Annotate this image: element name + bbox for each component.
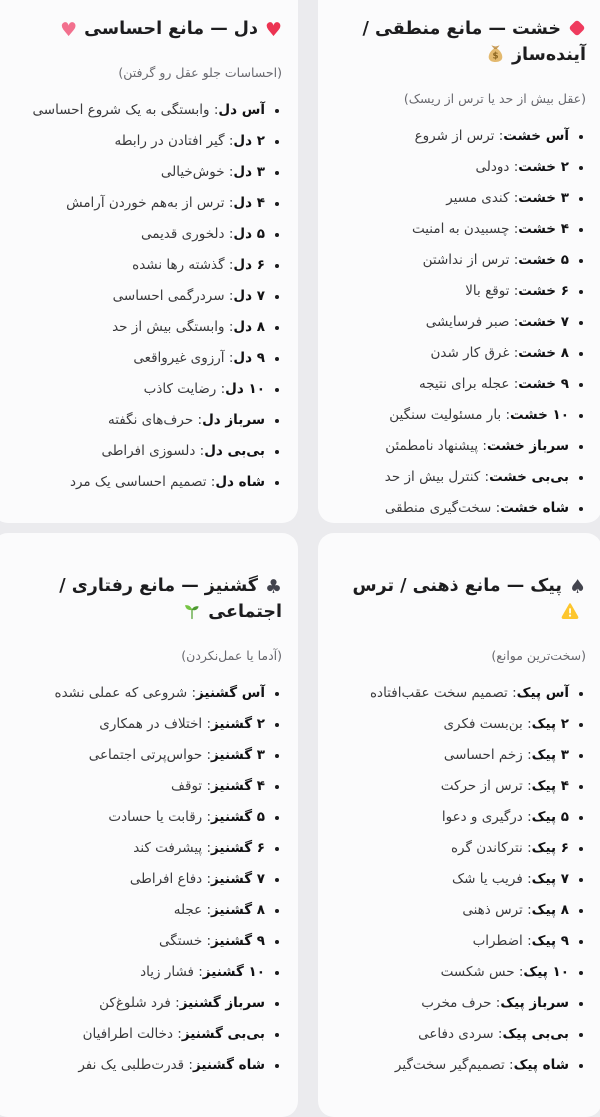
- list-item: [336, 313, 586, 332]
- item-text: توقف: [171, 778, 203, 794]
- item-separator: :: [509, 252, 519, 268]
- item-label: آس پیک: [516, 685, 569, 701]
- items-list: [10, 101, 282, 492]
- bullet-icon: [579, 197, 583, 201]
- item-separator: :: [522, 716, 532, 732]
- item-separator: :: [522, 840, 532, 856]
- list-item: [336, 746, 586, 765]
- item-separator: :: [224, 133, 234, 149]
- item-label: ۶ دل: [233, 257, 265, 273]
- list-item: [336, 375, 586, 394]
- list-item: [336, 344, 586, 363]
- item-label: ۲ دل: [233, 133, 265, 149]
- item-label: ۸ خشت: [518, 345, 569, 361]
- bullet-icon: [579, 878, 583, 882]
- bullet-icon: [275, 723, 279, 727]
- bullet-icon: [275, 909, 279, 913]
- bullet-icon: [275, 450, 279, 454]
- item-separator: :: [172, 1026, 182, 1042]
- section-title-text: خشت — مانع منطقی / آینده‌ساز: [362, 19, 586, 65]
- section-title-text: گشنیز — مانع رفتاری / اجتماعی: [59, 576, 282, 622]
- items-list: [10, 684, 282, 1075]
- bullet-icon: [275, 233, 279, 237]
- list-item: [10, 473, 282, 492]
- item-label: شاه پیک: [513, 1057, 569, 1073]
- item-text: آرزوی غیرواقعی: [133, 350, 225, 366]
- item-separator: :: [224, 257, 234, 273]
- item-separator: :: [195, 443, 205, 459]
- item-label: ۹ خشت: [518, 376, 569, 392]
- item-text: فرد شلوغ‌کن: [99, 995, 171, 1011]
- item-text: سخت‌گیری منطقی: [384, 500, 492, 516]
- item-separator: :: [206, 474, 216, 490]
- bullet-icon: [579, 754, 583, 758]
- item-label: ۲ گشنیز: [211, 716, 265, 732]
- bullet-icon: [579, 352, 583, 356]
- list-item: [10, 901, 282, 920]
- bullet-icon: [579, 785, 583, 789]
- list-item: [10, 132, 282, 151]
- item-text: تصمیم‌گیر سخت‌گیر: [394, 1057, 505, 1073]
- bullet-icon: [275, 847, 279, 851]
- item-text: درگیری و دعوا: [441, 809, 523, 825]
- section-subtitle: (عقل بیش از حد یا ترس از ریسک): [403, 91, 586, 106]
- section-subtitle: (احساسات جلو عقل رو گرفتن): [118, 65, 282, 80]
- item-separator: :: [494, 128, 504, 144]
- list-item: [10, 808, 282, 827]
- item-text: دفاع افراطی: [129, 871, 203, 887]
- list-item: [10, 349, 282, 368]
- item-separator: :: [224, 319, 234, 335]
- section-title-text: پیک — مانع ذهنی / ترس: [352, 576, 562, 596]
- list-item: [10, 777, 282, 796]
- bullet-icon: [275, 357, 279, 361]
- item-text: قدرت‌طلبی یک نفر: [78, 1057, 185, 1073]
- item-label: ۴ گشنیز: [211, 778, 265, 794]
- item-label: ۸ گشنیز: [211, 902, 265, 918]
- list-item: [10, 163, 282, 182]
- list-item: [336, 406, 586, 425]
- item-label: ۵ خشت: [518, 252, 569, 268]
- bullet-icon: [275, 109, 279, 113]
- item-label: ۹ دل: [233, 350, 265, 366]
- item-text: صبر فرسایشی: [425, 314, 510, 330]
- item-separator: :: [202, 716, 212, 732]
- list-item: [10, 101, 282, 120]
- item-separator: :: [224, 350, 234, 366]
- bullet-icon: [579, 259, 583, 263]
- item-separator: :: [193, 964, 203, 980]
- item-label: ۱۰ خشت: [510, 407, 569, 423]
- section-hearts-title: [10, 16, 282, 42]
- item-text: تصمیم سخت عقب‌افتاده: [369, 685, 508, 701]
- item-text: تصمیم احساسی یک مرد: [69, 474, 207, 490]
- item-label: ۸ دل: [233, 319, 265, 335]
- item-text: کنترل بیش از حد: [384, 469, 481, 485]
- item-text: زخم احساسی: [443, 747, 523, 763]
- bullet-icon: [275, 816, 279, 820]
- bullet-icon: [579, 940, 583, 944]
- item-text: عجله برای نتیجه: [418, 376, 510, 392]
- bullet-icon: [275, 878, 279, 882]
- item-separator: :: [522, 809, 532, 825]
- item-text: دخالت اطرافیان: [82, 1026, 173, 1042]
- item-label: ۹ گشنیز: [211, 933, 265, 949]
- bullet-icon: [579, 1033, 583, 1037]
- item-separator: :: [509, 283, 519, 299]
- item-label: ۷ خشت: [518, 314, 569, 330]
- bullet-icon: [579, 723, 583, 727]
- list-item: [10, 1056, 282, 1075]
- list-item: [336, 684, 586, 703]
- list-item: [10, 932, 282, 951]
- item-text: دلسوزی افراطی: [101, 443, 196, 459]
- bullet-icon: [275, 388, 279, 392]
- club-suit-icon: ♣: [264, 576, 282, 598]
- bullet-icon: [275, 295, 279, 299]
- item-separator: :: [216, 381, 226, 397]
- item-separator: :: [509, 314, 519, 330]
- item-label: شاه گشنیز: [192, 1057, 265, 1073]
- item-label: ۱۰ گشنیز: [202, 964, 265, 980]
- item-label: ۱۰ پیک: [523, 964, 569, 980]
- item-label: ۱۰ دل: [225, 381, 265, 397]
- warning-icon: [561, 602, 579, 622]
- item-text: توقع بالا: [465, 283, 510, 299]
- item-text: اضطراب: [472, 933, 523, 949]
- list-item: [10, 715, 282, 734]
- section-diamonds-title: [336, 16, 586, 68]
- item-text: دودلی: [475, 159, 510, 175]
- money-bag-icon: [486, 45, 505, 65]
- items-list: [336, 684, 586, 1075]
- item-label: ۷ پیک: [531, 871, 569, 887]
- list-item: [336, 282, 586, 301]
- item-separator: :: [480, 469, 490, 485]
- item-separator: :: [491, 500, 501, 516]
- bullet-icon: [579, 166, 583, 170]
- list-item: [336, 158, 586, 177]
- bullet-icon: [275, 1033, 279, 1037]
- item-separator: :: [187, 685, 197, 701]
- item-separator: :: [522, 747, 532, 763]
- items-list: [336, 127, 586, 518]
- item-text: پیشنهاد نامطمئن: [385, 438, 479, 454]
- item-text: ترس از به‌هم خوردن آرامش: [66, 195, 225, 211]
- bullet-icon: [579, 971, 583, 975]
- item-text: ترس ذهنی: [462, 902, 523, 918]
- list-item: [336, 1056, 586, 1075]
- bullet-icon: [579, 135, 583, 139]
- item-text: حرف‌های نگفته: [107, 412, 194, 428]
- list-item: [336, 251, 586, 270]
- item-separator: :: [522, 778, 532, 794]
- bullet-icon: [579, 383, 583, 387]
- item-text: چسبیدن به امنیت: [411, 221, 510, 237]
- bullet-icon: [579, 321, 583, 325]
- item-text: حواس‌پرتی اجتماعی: [88, 747, 203, 763]
- list-item: [336, 189, 586, 208]
- pink-heart-icon: ♥: [60, 19, 78, 41]
- item-separator: :: [184, 1057, 193, 1073]
- bullet-icon: [579, 228, 583, 232]
- list-item: [336, 870, 586, 889]
- item-separator: :: [209, 102, 219, 118]
- item-text: فشار زیاد: [140, 964, 194, 980]
- item-text: حرف مخرب: [421, 995, 492, 1011]
- list-item: [336, 994, 586, 1013]
- bullet-icon: [275, 785, 279, 789]
- list-item: [336, 499, 586, 518]
- item-text: بن‌بست فکری: [443, 716, 523, 732]
- item-text: دلخوری قدیمی: [141, 226, 225, 242]
- section-title-text: دل — مانع احساسی: [84, 19, 258, 39]
- item-separator: :: [501, 407, 511, 423]
- section-hearts: [0, 0, 298, 523]
- list-item: [10, 839, 282, 858]
- item-label: ۵ دل: [233, 226, 265, 242]
- item-separator: :: [202, 747, 212, 763]
- item-text: بار مسئولیت سنگین: [389, 407, 502, 423]
- item-label: آس خشت: [503, 128, 569, 144]
- diamond-suit-icon: [569, 20, 586, 37]
- item-separator: :: [509, 345, 519, 361]
- item-label: ۵ پیک: [531, 809, 569, 825]
- bullet-icon: [275, 1064, 279, 1068]
- item-text: رضایت کاذب: [143, 381, 217, 397]
- item-label: ۶ پیک: [531, 840, 569, 856]
- list-item: [336, 839, 586, 858]
- bullet-icon: [275, 171, 279, 175]
- item-text: رقابت یا حسادت: [108, 809, 203, 825]
- item-separator: :: [202, 809, 212, 825]
- list-item: [10, 963, 282, 982]
- item-label: ۳ گشنیز: [211, 747, 265, 763]
- item-label: شاه دل: [215, 474, 265, 490]
- list-item: [10, 194, 282, 213]
- bullet-icon: [579, 692, 583, 696]
- item-text: پیشرفت کند: [133, 840, 203, 856]
- list-item: [10, 684, 282, 703]
- bullet-icon: [579, 414, 583, 418]
- item-label: سرباز گشنیز: [179, 995, 265, 1011]
- item-text: وابستگی بیش از حد: [112, 319, 225, 335]
- bullet-icon: [579, 445, 583, 449]
- bullet-icon: [579, 909, 583, 913]
- item-label: آس گشنیز: [196, 685, 265, 701]
- list-item: [336, 220, 586, 239]
- list-item: [336, 437, 586, 456]
- item-label: ۴ پیک: [531, 778, 569, 794]
- item-text: خستگی: [159, 933, 203, 949]
- item-text: ترس از حرکت: [440, 778, 523, 794]
- item-text: ترس از نداشتن: [422, 252, 510, 268]
- item-label: ۳ دل: [233, 164, 265, 180]
- item-separator: :: [170, 995, 180, 1011]
- item-text: گذشته رها نشده: [132, 257, 225, 273]
- item-text: غرق کار شدن: [430, 345, 510, 361]
- item-separator: :: [202, 840, 212, 856]
- list-item: [336, 808, 586, 827]
- item-label: ۶ خشت: [518, 283, 569, 299]
- section-clubs-title: [10, 573, 282, 625]
- item-label: ۴ دل: [233, 195, 265, 211]
- list-item: [10, 1025, 282, 1044]
- section-spades: [318, 533, 600, 1117]
- list-item: [336, 127, 586, 146]
- item-label: ۳ خشت: [518, 190, 569, 206]
- spade-suit-icon: ♠: [568, 576, 586, 598]
- item-separator: :: [509, 376, 519, 392]
- list-item: [10, 994, 282, 1013]
- item-separator: :: [504, 1057, 514, 1073]
- item-text: شروعی که عملی نشده: [54, 685, 188, 701]
- item-label: ۶ گشنیز: [211, 840, 265, 856]
- item-text: گیر افتادن در رابطه: [114, 133, 225, 149]
- item-text: خوش‌خیالی: [160, 164, 225, 180]
- bullet-icon: [579, 1064, 583, 1068]
- item-text: نترکاندن گره: [450, 840, 523, 856]
- item-separator: :: [224, 195, 234, 211]
- item-label: ۷ دل: [233, 288, 265, 304]
- section-clubs: [0, 533, 298, 1117]
- bullet-icon: [579, 507, 583, 511]
- item-separator: :: [507, 685, 517, 701]
- bullet-icon: [579, 816, 583, 820]
- list-item: [10, 318, 282, 337]
- item-label: سرباز دل: [202, 412, 265, 428]
- bullet-icon: [275, 419, 279, 423]
- list-item: [10, 870, 282, 889]
- list-item: [336, 932, 586, 951]
- item-text: کندی مسیر: [446, 190, 510, 206]
- item-separator: :: [202, 871, 212, 887]
- bullet-icon: [275, 1002, 279, 1006]
- list-item: [336, 963, 586, 982]
- item-text: اختلاف در همکاری: [99, 716, 203, 732]
- item-separator: :: [224, 226, 234, 242]
- item-label: بی‌بی گشنیز: [181, 1026, 265, 1042]
- section-subtitle: (آدما یا عمل‌نکردن): [181, 648, 282, 663]
- item-text: حس شکست: [440, 964, 515, 980]
- item-separator: :: [491, 995, 501, 1011]
- item-separator: :: [509, 190, 519, 206]
- list-item: [10, 411, 282, 430]
- list-item: [10, 380, 282, 399]
- list-item: [336, 901, 586, 920]
- list-item: [336, 715, 586, 734]
- section-diamonds: [318, 0, 600, 523]
- item-separator: :: [478, 438, 487, 454]
- list-item: [336, 777, 586, 796]
- item-label: آس دل: [218, 102, 265, 118]
- item-separator: :: [522, 902, 532, 918]
- bullet-icon: [275, 140, 279, 144]
- item-label: ۸ پیک: [531, 902, 569, 918]
- item-text: عجله: [173, 902, 203, 918]
- item-separator: :: [224, 164, 234, 180]
- item-label: شاه خشت: [500, 500, 569, 516]
- bullet-icon: [275, 754, 279, 758]
- svg-text:$: $: [492, 51, 499, 62]
- bullet-icon: [275, 692, 279, 696]
- item-separator: :: [509, 221, 519, 237]
- item-label: ۴ خشت: [518, 221, 569, 237]
- item-label: ۹ پیک: [531, 933, 569, 949]
- bullet-icon: [579, 1002, 583, 1006]
- item-separator: :: [522, 871, 532, 887]
- item-text: وابستگی به یک شروع احساسی: [32, 102, 210, 118]
- bullet-icon: [275, 202, 279, 206]
- heart-suit-icon: ♥: [264, 19, 282, 41]
- item-separator: :: [514, 964, 524, 980]
- list-item: [10, 287, 282, 306]
- bullet-icon: [275, 481, 279, 485]
- item-label: سرباز پیک: [500, 995, 569, 1011]
- item-label: بی‌بی دل: [204, 443, 265, 459]
- bullet-icon: [579, 476, 583, 480]
- item-text: سردی دفاعی: [418, 1026, 494, 1042]
- item-separator: :: [224, 288, 234, 304]
- list-item: [10, 256, 282, 275]
- bullet-icon: [579, 290, 583, 294]
- item-separator: :: [202, 778, 212, 794]
- bullet-icon: [275, 264, 279, 268]
- item-separator: :: [522, 933, 532, 949]
- item-label: ۵ گشنیز: [211, 809, 265, 825]
- item-separator: :: [509, 159, 519, 175]
- bullet-icon: [579, 847, 583, 851]
- list-item: [336, 1025, 586, 1044]
- bullet-icon: [275, 940, 279, 944]
- item-label: ۲ پیک: [531, 716, 569, 732]
- item-separator: :: [202, 902, 212, 918]
- item-label: بی‌بی خشت: [489, 469, 569, 485]
- section-subtitle: (سخت‌ترین موانع): [491, 648, 586, 663]
- item-label: بی‌بی پیک: [502, 1026, 569, 1042]
- item-label: ۷ گشنیز: [211, 871, 265, 887]
- item-text: فریب یا شک: [452, 871, 523, 887]
- item-separator: :: [193, 412, 203, 428]
- item-separator: :: [493, 1026, 503, 1042]
- list-item: [10, 746, 282, 765]
- item-label: سرباز خشت: [486, 438, 569, 454]
- seedling-icon: [183, 602, 201, 622]
- bullet-icon: [275, 971, 279, 975]
- section-spades-title: [336, 573, 586, 625]
- list-item: [10, 225, 282, 244]
- list-item: [336, 468, 586, 487]
- list-item: [10, 442, 282, 461]
- item-label: ۲ خشت: [518, 159, 569, 175]
- item-text: ترس از شروع: [414, 128, 495, 144]
- item-text: سردرگمی احساسی: [112, 288, 225, 304]
- bullet-icon: [275, 326, 279, 330]
- item-separator: :: [202, 933, 212, 949]
- item-label: ۳ پیک: [531, 747, 569, 763]
